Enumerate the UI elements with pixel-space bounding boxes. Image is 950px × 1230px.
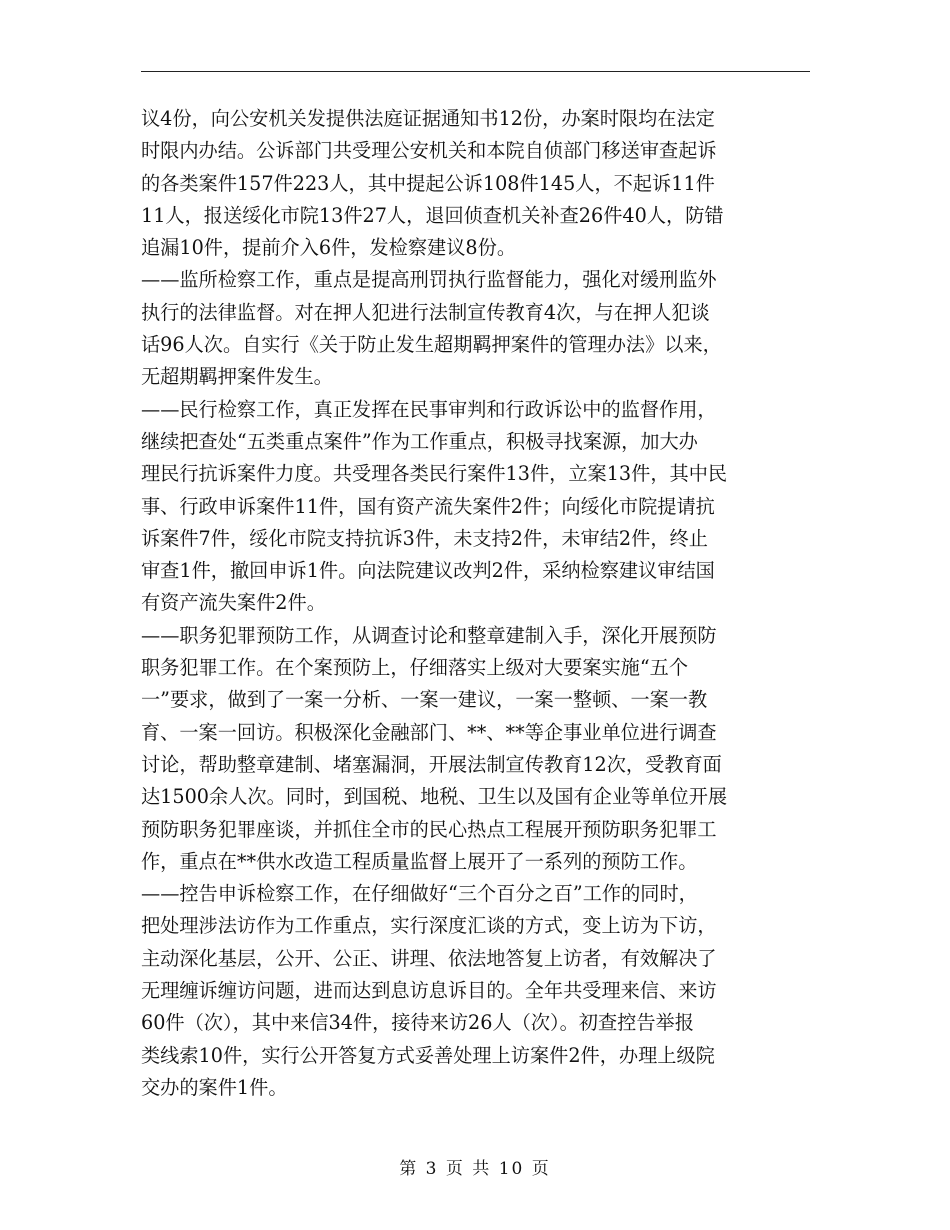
text-line: ——职务犯罪预防工作，从调查讨论和整章建制入手，深化开展预防	[141, 623, 717, 647]
text-line: 讨论，帮助整章建制、堵塞漏洞，开展法制宣传教育12次，受教育面	[141, 752, 722, 776]
document-body	[141, 103, 813, 1104]
header-rule	[141, 71, 810, 72]
text-line: 继续把查处“五类重点案件”作为工作重点，积极寻找案源，加大办	[141, 429, 698, 453]
text-line: 话96人次。自实行《关于防止发生超期羁押案件的管理办法》以来，	[141, 333, 722, 357]
text-line: 议4份，向公安机关发提供法庭证据通知书12份，办案时限均在法定	[141, 107, 715, 130]
text-line: 事、行政申诉案件11件，国有资产流失案件2件；向绥化市院提请抗	[141, 494, 715, 518]
text-line: 预防职务犯罪座谈，并抓住全市的民心热点工程展开预防职务犯罪工	[141, 817, 717, 841]
text-line: 追漏10件，提前介入6件，发检察建议8份。	[141, 236, 517, 260]
text-line: 主动深化基层，公开、公正、讲理、依法地答复上访者，有效解决了	[141, 946, 717, 970]
text-line: 的各类案件157件223人，其中提起公诉108件145人，不起诉11件	[141, 171, 715, 195]
text-line: 有资产流失案件2件。	[141, 591, 326, 615]
text-line: ——控告申诉检察工作，在仔细做好“三个百分之百”工作的同时，	[141, 882, 698, 906]
text-line: 育、一案一回访。积极深化金融部门、**、**等企事业单位进行调查	[141, 720, 717, 744]
text-line: 时限内办结。公诉部门共受理公安机关和本院自侦部门移送审查起诉	[141, 139, 717, 163]
text-line: 无理缠诉缠访问题，进而达到息访息诉目的。全年共受理来信、来访	[141, 979, 717, 1003]
text-line: 达1500余人次。同时，到国税、地税、卫生以及国有企业等单位开展	[141, 785, 728, 809]
text-line: ——民行检察工作，真正发挥在民事审判和行政诉讼中的监督作用，	[141, 397, 717, 421]
text-line: 无超期羁押案件发生。	[141, 365, 333, 389]
text-line: 审查1件，撤回申诉1件。向法院建议改判2件，采纳检察建议审结国	[141, 559, 715, 583]
text-line: 诉案件7件，绥化市院支持抗诉3件，未支持2件，未审结2件，终止	[141, 526, 708, 550]
text-line: 交办的案件1件。	[141, 1075, 288, 1099]
text-line: 11人，报送绥化市院13件27人，退回侦查机关补查26件40人，防错	[141, 203, 724, 227]
text-line: 职务犯罪工作。在个案预防上，仔细落实上级对大要案实施“五个	[141, 656, 689, 680]
text-line: 类线索10件，实行公开答复方式妥善处理上访案件2件，办理上级院	[141, 1043, 715, 1067]
text-line: 作，重点在**供水改造工程质量监督上展开了一系列的预防工作。	[141, 849, 698, 873]
text-line: 理民行抗诉案件力度。共受理各类民行案件13件，立案13件，其中民	[141, 462, 728, 486]
text-line: 60件（次），其中来信34件，接待来访26人（次）。初查控告举报	[141, 1011, 694, 1035]
page-footer: 第 3 页 共 10 页	[399, 1159, 551, 1179]
text-line: 执行的法律监督。对在押人犯进行法制宣传教育4次，与在押人犯谈	[141, 300, 710, 324]
text-line: 把处理涉法访作为工作重点，实行深度汇谈的方式，变上访为下访，	[141, 914, 717, 938]
text-line: 一”要求，做到了一案一分析、一案一建议，一案一整顿、一案一教	[141, 688, 708, 712]
text-line: ——监所检察工作，重点是提高刑罚执行监督能力，强化对缓刑监外	[141, 268, 717, 292]
